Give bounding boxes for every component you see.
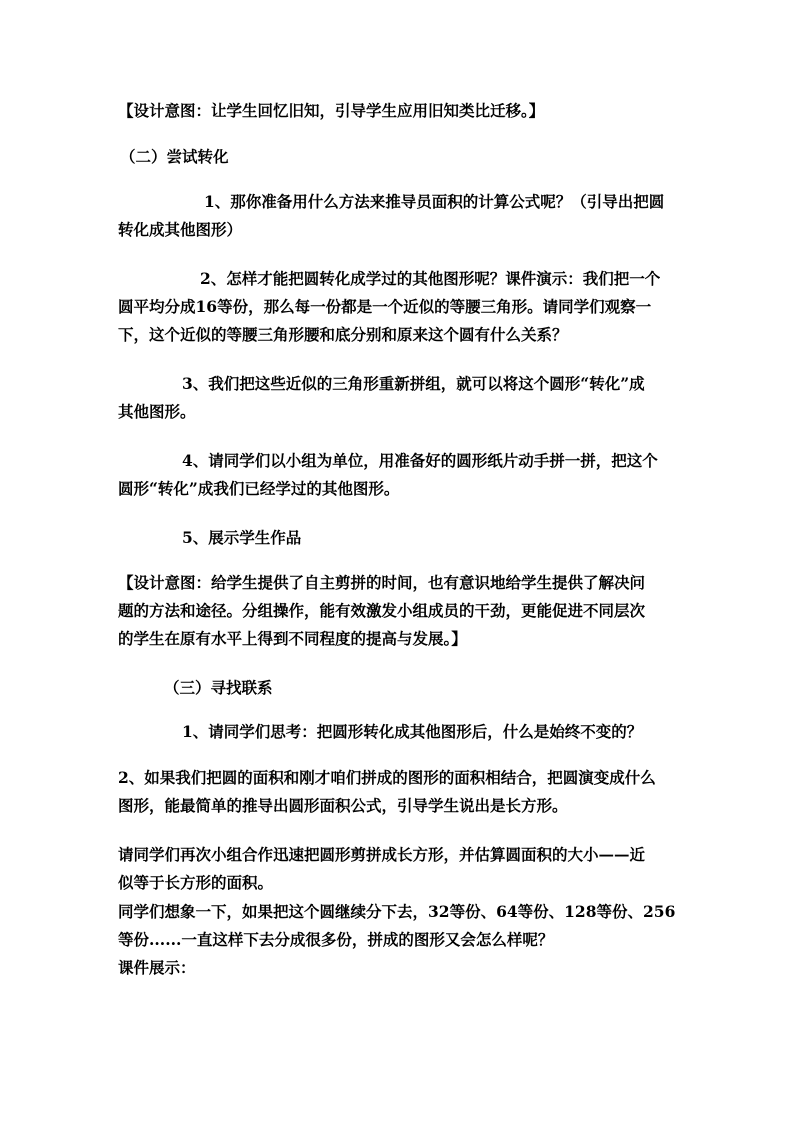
group-activity-paragraph (118, 841, 678, 897)
text-line: 圆形“转化”成我们已经学过的其他图形。 (118, 479, 400, 498)
step-4-paragraph (118, 447, 678, 503)
text-line: 3、我们把这些近似的三角形重新拼组，就可以将这个圆形“转化”成 (182, 374, 645, 393)
imagine-paragraph (118, 898, 678, 954)
text-line: 的学生在原有水平上得到不同程度的提高与发展。】 (118, 629, 467, 648)
find-link-step-2 (118, 764, 678, 820)
courseware-display-label (118, 954, 678, 982)
text-line: （三）寻找联系 (164, 678, 273, 697)
text-line: 图形，能最简单的推导出圆形面积公式，引导学生说出是长方形。 (118, 796, 568, 815)
text-line: 题的方法和途径。分组操作，能有效激发小组成员的干劲，更能促进不同层次 (118, 601, 646, 620)
text-line: 等份......一直这样下去分成很多份，拼成的图形又会怎么样呢？ (118, 930, 554, 949)
text-line: 2、如果我们把圆的面积和刚才咱们拼成的图形的面积相结合，把圆演变成什么 (118, 768, 656, 787)
text-line: 4、请同学们以小组为单位，用准备好的圆形纸片动手拼一拼，把这个 (182, 451, 658, 470)
text-line: 其他图形。 (118, 402, 196, 421)
text-line: 【设计意图：让学生回忆旧知，引导学生应用旧知类比迁移。】 (118, 101, 545, 120)
step-2-paragraph (118, 265, 678, 349)
text-line: 1、那你准备用什么方法来推导员面积的计算公式呢？（引导出把圆 (204, 192, 665, 211)
text-line: 2、怎样才能把圆转化成学过的其他图形呢？课件演示：我们把一个 (200, 269, 661, 288)
design-intent-paragraph-1 (118, 97, 678, 125)
step-1-paragraph (118, 188, 678, 244)
text-line: 【设计意图：给学生提供了自主剪拼的时间，也有意识地给学生提供了解决问 (118, 573, 646, 592)
section-heading-2 (118, 143, 678, 171)
text-line: 同学们想象一下，如果把这个圆继续分下去，32等份、64等份、128等份、256 (118, 902, 676, 921)
text-line: 似等于长方形的面积。 (118, 873, 274, 892)
step-5-paragraph (118, 524, 678, 552)
step-3-paragraph (118, 370, 678, 426)
text-line: 5、展示学生作品 (182, 528, 302, 547)
design-intent-paragraph-2 (118, 569, 678, 653)
text-line: 圆平均分成16等份，那么每一份都是一个近似的等腰三角形。请同学们观察一 (118, 297, 652, 316)
section-heading-3 (118, 674, 678, 702)
text-line: 请同学们再次小组合作迅速把圆形剪拼成长方形，并估算圆面积的大小——近 (118, 845, 646, 864)
text-line: 1、请同学们思考：把圆形转化成其他图形后，什么是始终不变的？ (182, 722, 643, 741)
text-line: 课件展示： (118, 958, 196, 977)
find-link-step-1 (118, 718, 678, 746)
text-line: （二）尝试转化 (120, 147, 229, 166)
text-line: 转化成其他图形） (118, 220, 243, 239)
text-line: 下，这个近似的等腰三角形腰和底分别和原来这个圆有什么关系？ (118, 325, 568, 344)
